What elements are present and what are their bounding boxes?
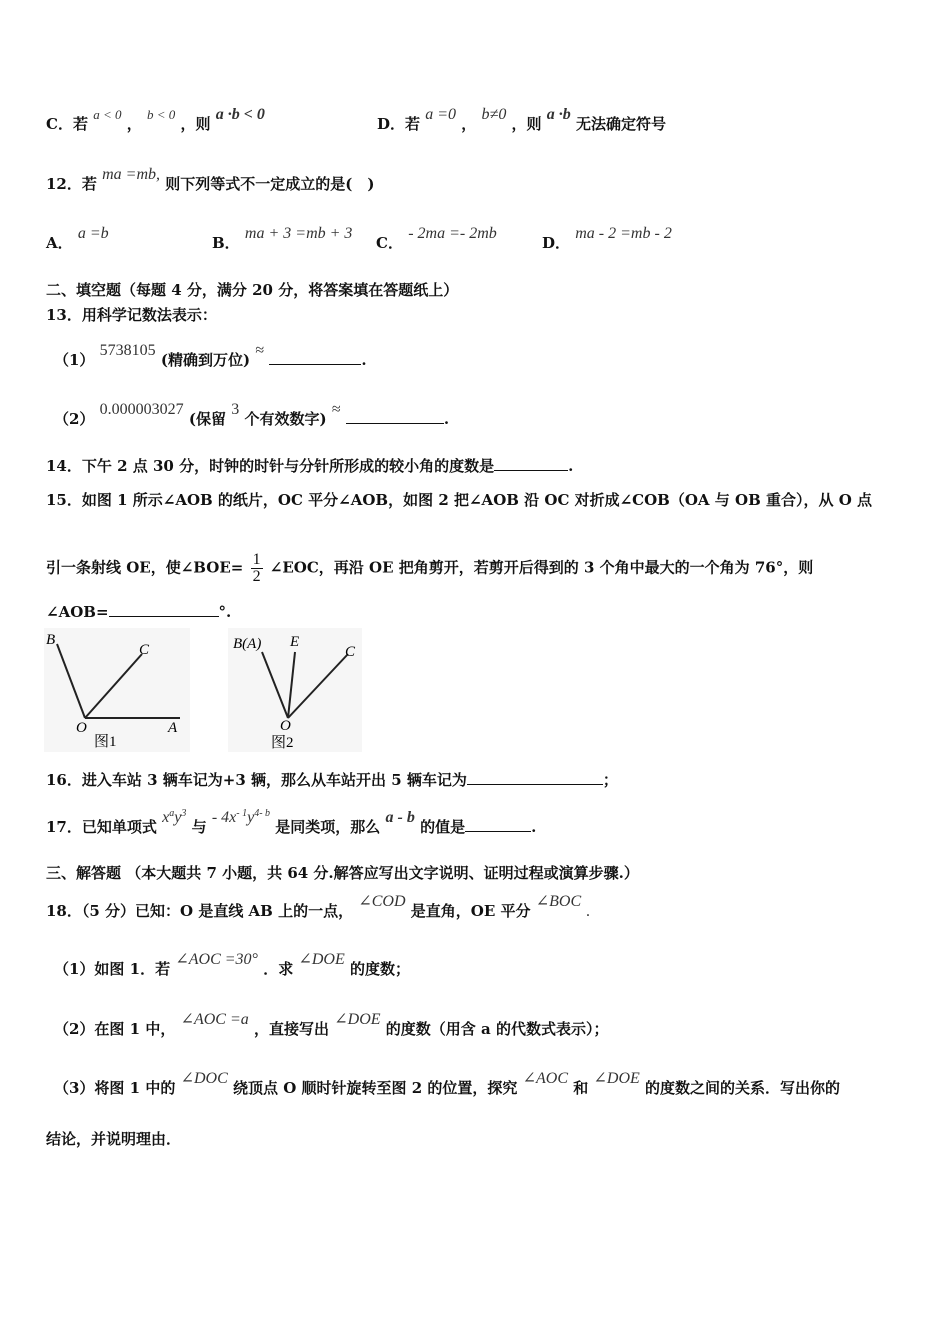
q12-d-expr: ma - 2 =mb - 2 xyxy=(575,225,672,242)
q11-d-then: ，则 xyxy=(511,115,542,133)
q15-fraction xyxy=(251,552,263,585)
q11-sep1: ， xyxy=(126,115,142,133)
q13-p2-label: （2） xyxy=(54,410,95,428)
q17-text3: 的值是 xyxy=(420,818,466,836)
q11-option-c xyxy=(46,106,265,135)
q11-sep2: ， xyxy=(461,115,477,133)
q18-p2-cond: ∠AOC =a xyxy=(180,1011,249,1028)
fig1-label-c: C xyxy=(139,642,150,658)
q17-m1-exp-3: 3 xyxy=(181,808,187,819)
q17-prefix: 17．已知单项式 xyxy=(46,818,157,836)
q13-p2-note1: (保留 xyxy=(188,410,227,428)
fig2-label-c: C xyxy=(345,644,356,660)
q12-prefix: 12．若 xyxy=(46,175,97,193)
q16 xyxy=(46,770,618,790)
fig2-label-o: O xyxy=(280,718,291,734)
q17-answer-blank[interactable] xyxy=(465,817,531,832)
q11-c-cond2: b < 0 xyxy=(146,107,176,122)
q12-option-b xyxy=(212,225,353,254)
q13-p1-approx: ≈ xyxy=(255,342,265,359)
fig1-label-b: B xyxy=(46,632,56,648)
q18-p2-end: 的度数（用含 a 的代数式表示）； xyxy=(385,1020,609,1038)
q18-part3 xyxy=(54,1070,841,1099)
q17-monomial1 xyxy=(162,809,186,826)
q13-p1-label: （1） xyxy=(54,351,95,369)
q18-p3-a1: ∠AOC xyxy=(522,1070,569,1087)
q12-c-label: C． xyxy=(376,234,403,252)
q11-d-expr: a ·b xyxy=(546,106,571,123)
fig1-caption: 图1 xyxy=(94,734,117,750)
q13-p2-answer-blank[interactable] xyxy=(346,409,444,424)
q17-m1-exp-a: a xyxy=(169,808,175,819)
q18-part1 xyxy=(54,951,410,980)
q15-line2 xyxy=(46,552,813,585)
q18-p1-target: ∠DOE xyxy=(298,951,345,968)
q14-answer-blank[interactable] xyxy=(494,456,568,471)
q12-stem-text: 则下列等式不一定成立的是( ) xyxy=(165,175,375,193)
q17-mid: 与 xyxy=(191,818,207,836)
q17-monomial2 xyxy=(212,809,270,826)
q17-m1-y: y xyxy=(174,809,182,826)
q13-stem: 13．用科学记数法表示： xyxy=(46,306,217,324)
q18-p2-mid: ，直接写出 xyxy=(254,1020,330,1038)
q17-m1-x: x xyxy=(162,809,170,826)
fig1-label-a: A xyxy=(168,720,178,736)
q12-c-expr: - 2ma =- 2mb xyxy=(408,225,497,242)
q15-frac-den: 2 xyxy=(252,568,261,585)
q12-d-label: D． xyxy=(542,234,571,252)
q17-m2-y: y xyxy=(247,809,255,826)
q12-b-label: B． xyxy=(212,234,240,252)
q11-d-cond1: a =0 xyxy=(425,106,457,123)
q11-option-d xyxy=(377,106,667,135)
q11-c-result: a ·b < 0 xyxy=(215,106,265,123)
q18-p3-and: 和 xyxy=(573,1079,589,1097)
q15-line3 xyxy=(46,602,231,622)
q18-p1-mid: ．求 xyxy=(263,960,294,978)
q18-p3-angle: ∠DOC xyxy=(180,1070,228,1087)
q18-p1-cond: ∠AOC =30° xyxy=(175,951,258,968)
q12-option-d xyxy=(542,225,672,254)
q12-a-expr: a =b xyxy=(77,225,109,242)
q12-cond: ma =mb, xyxy=(102,166,161,183)
q17-expr: a - b xyxy=(385,809,415,826)
q18-end: . xyxy=(586,903,591,920)
q13-p1-number: 5738105 xyxy=(99,342,156,359)
fig2-caption: 图2 xyxy=(271,735,294,751)
q17-m2-exp1: - 1 xyxy=(236,808,248,819)
q17 xyxy=(46,808,537,840)
q18-angle-boc: ∠BOC xyxy=(535,893,582,910)
q12-option-c xyxy=(376,225,497,254)
q11-c-cond1: a < 0 xyxy=(93,107,122,122)
q13-p2-note2: 个有效数字) xyxy=(244,410,327,428)
fig2-label-e: E xyxy=(290,634,300,650)
q11-d-cond2: b≠0 xyxy=(481,106,507,123)
q18-p3-label: （3）将图 1 中的 xyxy=(54,1079,176,1097)
q15-line2a: 引一条射线 OE，使∠BOE= xyxy=(46,558,244,577)
q14-text: 14．下午 2 点 30 分，时钟的时针与分针所形成的较小角的度数是 xyxy=(46,457,495,475)
q18-p2-label: （2）在图 1 中， xyxy=(54,1020,176,1038)
fig2-label-ba: B(A) xyxy=(233,636,262,652)
q17-text2: 是同类项，那么 xyxy=(275,818,381,836)
q18-part2 xyxy=(54,1011,609,1040)
q12-b-expr: ma + 3 =mb + 3 xyxy=(244,225,353,242)
q12-option-a xyxy=(46,225,109,254)
section3-header: 三、解答题 （本大题共 7 小题，共 64 分.解答应写出文字说明、证明过程或演算步骤.） xyxy=(46,864,639,882)
q15-answer-blank[interactable] xyxy=(109,602,219,617)
q17-end: . xyxy=(531,818,537,836)
q18-p3-a2: ∠DOE xyxy=(593,1070,640,1087)
q18-p2-target: ∠DOE xyxy=(334,1011,381,1028)
q18-angle-cod: ∠COD xyxy=(358,893,406,910)
q13-p2-number: 0.000003027 xyxy=(99,401,184,418)
q13-p2-digit: 3 xyxy=(231,401,240,418)
q11-d-tail: 无法确定符号 xyxy=(576,115,667,133)
q16-end: ； xyxy=(602,771,618,789)
q14: 14．下午 2 点 30 分，时钟的时针与分针所形成的较小角的度数是 . xyxy=(46,457,574,475)
q18-p1-end: 的度数； xyxy=(349,960,410,978)
q18-mid: 是直角，OE 平分 xyxy=(410,902,531,920)
q18-p3-mid: 绕顶点 O 顺时针旋转至图 2 的位置，探究 xyxy=(232,1079,518,1097)
q15-frac-num: 1 xyxy=(252,551,261,568)
fig1-label-o: O xyxy=(76,720,87,736)
q15-line1: 15．如图 1 所示∠AOB 的纸片，OC 平分∠AOB，如图 2 把∠AOB 沿 OC 对折成∠COB（OA 与 OB 重合），从 O 点 xyxy=(46,491,872,509)
q15-line3-text: ∠AOB= xyxy=(46,603,109,621)
q18-stem xyxy=(46,893,591,922)
q11-c-label: C．若 xyxy=(46,115,88,133)
q18-p1-label: （1）如图 1．若 xyxy=(54,960,171,978)
q11-d-label: D．若 xyxy=(377,115,421,133)
q15-line3-end: °. xyxy=(218,603,232,621)
q11-c-then: ，则 xyxy=(180,115,211,133)
q17-m2-exp2: 4- b xyxy=(254,808,271,819)
q15-line2b: ∠EOC，再沿 OE 把角剪开，若剪开后得到的 3 个角中最大的一个角为 76°，则 xyxy=(269,558,814,577)
q13-p2-approx: ≈ xyxy=(331,401,341,418)
q13-p1-answer-blank[interactable] xyxy=(269,350,361,365)
q17-m2-coef: - 4x xyxy=(211,809,237,826)
q12-stem xyxy=(46,166,375,195)
q15-figures xyxy=(44,628,364,752)
q13-part1: （1） 5738105 (精确到万位) ≈ . xyxy=(54,342,367,369)
q12-a-label: A． xyxy=(46,234,73,252)
section2-header: 二、填空题（每题 4 分，满分 20 分，将答案填在答题纸上） xyxy=(46,281,459,299)
q13-p1-note: (精确到万位) xyxy=(160,351,251,369)
q16-text: 16．进入车站 3 辆车记为+3 辆，那么从车站开出 5 辆车记为 xyxy=(46,771,467,789)
q13-part2: （2） 0.000003027 (保留 3 个有效数字) ≈ . xyxy=(54,401,450,428)
q18-p3-end: 的度数之间的关系．写出你的 xyxy=(645,1079,841,1097)
q18-prefix: 18．（5 分）已知：O 是直线 AB 上的一点， xyxy=(46,902,354,920)
q16-answer-blank[interactable] xyxy=(467,770,603,785)
q18-part3-line2: 结论，并说明理由． xyxy=(46,1130,182,1148)
